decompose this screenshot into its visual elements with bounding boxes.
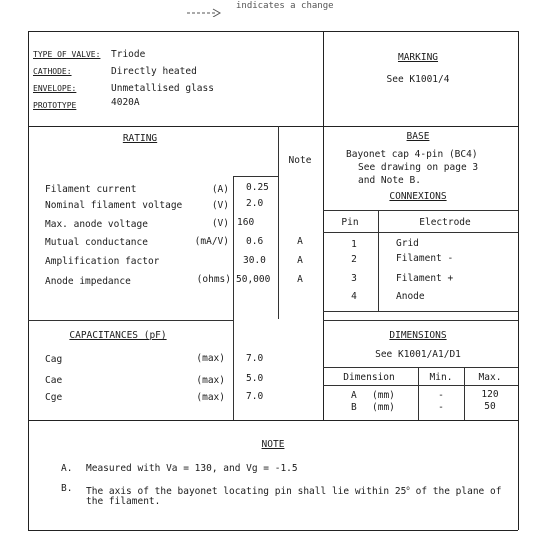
prototype-value: 4020A <box>111 97 140 108</box>
dimensions-col-divider-1 <box>418 367 419 420</box>
prototype-label: PROTOTYPE <box>33 101 77 110</box>
capacitances-title: CAPACITANCES (pF) <box>69 330 167 341</box>
rating-value-max-anode-voltage: 160 <box>237 217 255 228</box>
frame-right <box>518 31 519 530</box>
dimension-b-min: - <box>438 402 444 413</box>
rating-note-amplification-factor: A <box>297 255 303 266</box>
dimensions-header-line <box>323 385 518 386</box>
dimensions-ref: See K1001/A1/D1 <box>375 349 461 360</box>
dimensions-col-min: Min. <box>429 372 453 383</box>
divider-capacitances <box>28 320 233 321</box>
rating-value-amplification-factor: 30.0 <box>243 255 266 266</box>
cap-label-cag: Cag <box>45 354 63 365</box>
note-b-text-part-2: of the plane of <box>409 486 502 498</box>
connexion-pin-1: 1 <box>351 239 357 250</box>
dimension-a-label: A <box>351 390 357 401</box>
connexion-electrode-4: Anode <box>396 291 425 302</box>
rating-value-anode-impedance: 50,000 <box>236 274 271 285</box>
dimensions-title: DIMENSIONS <box>389 330 447 341</box>
connexion-pin-2: 2 <box>351 254 357 265</box>
type-of-valve-value: Triode <box>111 49 146 60</box>
note-b-text-continued: the filament. <box>86 496 161 507</box>
dimension-b-label: B <box>351 402 357 413</box>
rating-label-anode-impedance: Anode impedance <box>45 276 131 287</box>
connexions-header-line <box>323 232 518 233</box>
connexion-electrode-1: Grid <box>396 238 419 249</box>
base-line-2: See drawing on page 3 <box>358 162 479 173</box>
change-legend: indicates a change <box>236 1 334 11</box>
dimension-a-unit: (mm) <box>372 390 395 401</box>
connexions-pin-header: Pin <box>341 217 359 228</box>
rating-title: RATING <box>122 133 158 144</box>
rating-unit-max-anode-voltage: (V) <box>211 218 229 229</box>
connexions-top-line <box>323 210 518 211</box>
cap-label-cae: Cae <box>45 375 63 386</box>
rating-label-amplification-factor: Amplification factor <box>45 256 160 267</box>
divider-note-column-left <box>278 126 279 319</box>
dimensions-col-divider-2 <box>464 367 465 420</box>
connexion-pin-4: 4 <box>351 291 357 302</box>
note-a-text: Measured with Va = 130, and Vg = -1.5 <box>86 463 298 474</box>
note-b-text-part-1: The axis of the bayonet locating pin shall lie within 25 <box>86 486 407 498</box>
rating-note-mutual-conductance: A <box>297 236 303 247</box>
divider-main-vertical <box>323 31 324 420</box>
connexions-bottom-line <box>323 311 518 312</box>
rating-label-max-anode-voltage: Max. anode voltage <box>45 219 148 230</box>
divider-value-column <box>233 176 234 420</box>
rating-unit-mutual-conductance: (mA/V) <box>194 236 229 247</box>
envelope-label: ENVELOPE: <box>33 84 77 93</box>
cathode-label: CATHODE: <box>33 67 72 76</box>
connexions-electrode-header: Electrode <box>419 217 471 228</box>
dimensions-col-max: Max. <box>478 372 502 383</box>
dimension-a-min: - <box>438 390 444 401</box>
rating-label-nominal-voltage: Nominal filament voltage <box>45 200 183 211</box>
cap-unit-cae: (max) <box>196 375 225 386</box>
frame-bottom <box>28 530 518 531</box>
connexion-electrode-2: Filament - <box>396 253 454 264</box>
divider-note-header <box>233 176 278 177</box>
dimensions-top-line <box>323 320 518 321</box>
dimension-a-max: 120 <box>481 389 499 400</box>
dimension-b-unit: (mm) <box>372 402 395 413</box>
cap-value-cae: 5.0 <box>246 373 264 384</box>
rating-note-anode-impedance: A <box>297 274 303 285</box>
type-of-valve-label: TYPE OF VALVE: <box>33 50 101 59</box>
connexion-electrode-3: Filament + <box>396 273 454 284</box>
marking-text: See K1001/4 <box>386 74 450 85</box>
cap-value-cge: 7.0 <box>246 391 264 402</box>
dimensions-table-top <box>323 367 518 368</box>
frame-left <box>28 31 29 530</box>
note-a-label: A. <box>61 463 73 474</box>
rating-label-filament-current: Filament current <box>45 184 137 195</box>
base-line-1: Bayonet cap 4-pin (BC4) <box>346 149 478 160</box>
rating-value-nominal-voltage: 2.0 <box>246 198 264 209</box>
dimensions-col-dimension: Dimension <box>343 372 395 383</box>
base-title: BASE <box>406 131 430 142</box>
change-arrow-icon <box>187 2 227 21</box>
rating-unit-filament-current: (A) <box>211 184 229 195</box>
cap-label-cge: Cge <box>45 392 63 403</box>
note-b-label: B. <box>61 483 73 494</box>
cathode-value: Directly heated <box>111 66 197 77</box>
connexion-pin-3: 3 <box>351 273 357 284</box>
cap-unit-cag: (max) <box>196 353 225 364</box>
divider-top-section <box>28 126 518 127</box>
dimension-b-max: 50 <box>484 401 496 412</box>
rating-unit-anode-impedance: (ohms) <box>196 274 231 285</box>
envelope-value: Unmetallised glass <box>111 83 214 94</box>
frame-top <box>28 31 518 32</box>
rating-value-filament-current: 0.25 <box>246 182 269 193</box>
rating-value-mutual-conductance: 0.6 <box>246 236 264 247</box>
rating-label-mutual-conductance: Mutual conductance <box>45 237 148 248</box>
notes-title: NOTE <box>261 439 285 450</box>
connexions-title: CONNEXIONS <box>389 191 447 202</box>
divider-notes-section <box>28 420 518 421</box>
note-b-degree: o <box>406 485 410 492</box>
base-line-3: and Note B. <box>358 175 421 186</box>
connexions-column-divider <box>378 210 379 311</box>
note-column-header: Note <box>288 155 312 166</box>
cap-unit-cge: (max) <box>196 392 225 403</box>
rating-unit-nominal-voltage: (V) <box>211 200 229 211</box>
cap-value-cag: 7.0 <box>246 353 264 364</box>
marking-title: MARKING <box>397 52 439 63</box>
